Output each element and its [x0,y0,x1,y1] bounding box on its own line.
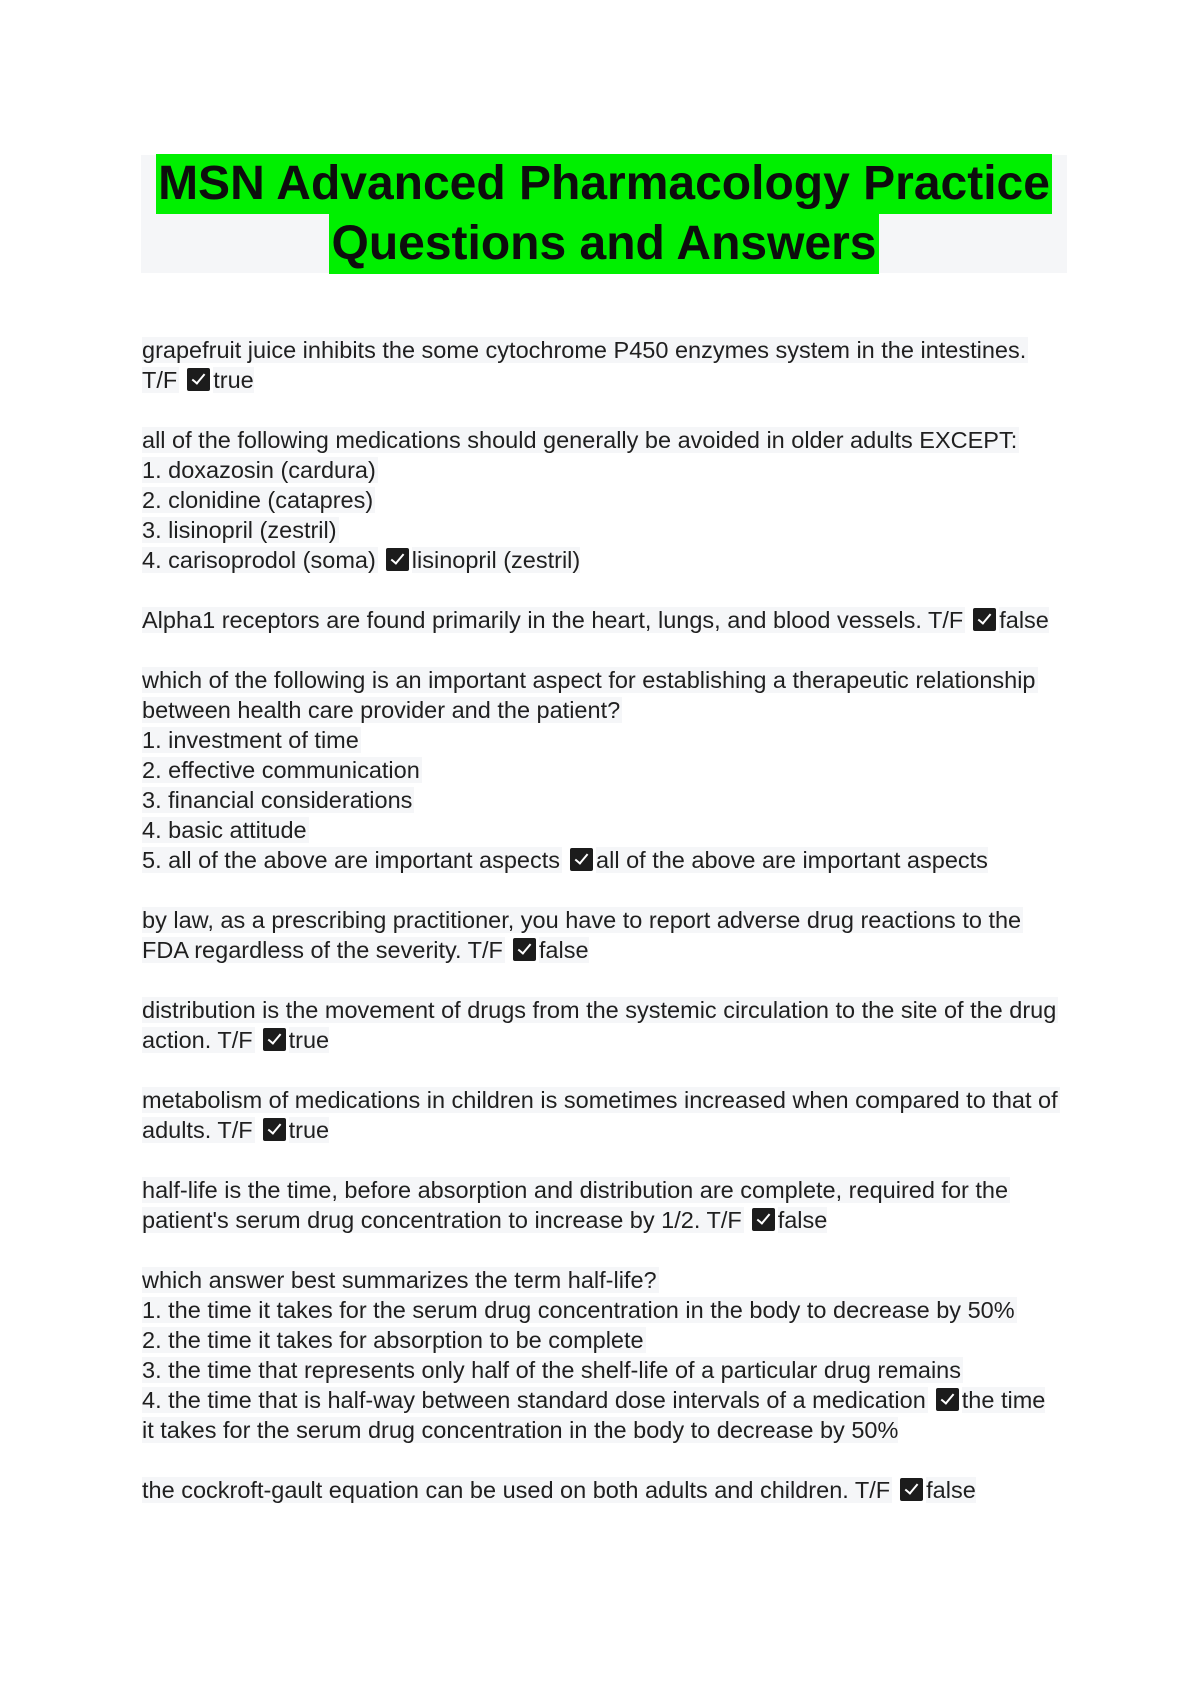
qa-item [142,1475,1070,1505]
question-line [142,1115,1070,1145]
check-box-icon [973,608,996,631]
question-text: which of the following is an important aspect for establishing a therapeutic relationship [142,667,1036,693]
check-box-icon [263,1118,286,1141]
question-text: which answer best summarizes the term half-life? [142,1267,657,1293]
question-line [142,785,1070,815]
question-text: 1. doxazosin (cardura) [142,457,376,483]
question-text: action. T/F [142,1027,253,1053]
question-text: 2. effective communication [142,757,420,783]
question-text: 3. the time that represents only half of the shelf-life of a particular drug remains [142,1357,962,1383]
question-text: distribution is the movement of drugs from the systemic circulation to the site of the drug [142,997,1057,1023]
title-line-2: Questions and Answers [329,214,878,274]
answer-text: false [777,1207,828,1233]
question-line [142,845,1070,875]
question-line [142,1355,1070,1385]
answer-text: false [999,607,1049,633]
document-title [141,155,1067,273]
question-text: 4. the time that is half-way between standard dose intervals of a medication [142,1387,926,1413]
question-text: 3. financial considerations [142,787,413,813]
question-text: 4. carisoprodol (soma) [142,547,376,573]
answer-text-continued: it takes for the serum drug concentration in the body to decrease by 50% [142,1417,899,1443]
question-text: the cockroft-gault equation can be used on both adults and children. T/F [142,1477,891,1503]
question-line [142,455,1070,485]
question-text: patient's serum drug concentration to increase by 1/2. T/F [142,1207,742,1233]
question-text: 3. lisinopril (zestril) [142,517,337,543]
question-text: grapefruit juice inhibits the some cytochrome P450 enzymes system in the intestines. [142,337,1027,363]
question-line [142,485,1070,515]
question-text: Alpha1 receptors are found primarily in the heart, lungs, and blood vessels. T/F [142,607,964,633]
qa-item [142,335,1070,395]
check-box-icon [752,1208,775,1231]
question-line [142,1025,1070,1055]
question-text: 2. the time it takes for absorption to be complete [142,1327,644,1353]
question-text: T/F [142,367,178,393]
question-list [142,335,1070,1535]
question-line [142,425,1070,455]
check-box-icon [513,938,536,961]
question-line [142,1085,1070,1115]
question-line [142,695,1070,725]
question-line [142,935,1070,965]
answer-text: false [926,1477,976,1503]
answer-line [142,1415,1070,1445]
answer-text: false [538,937,589,963]
title-line-1: MSN Advanced Pharmacology Practice [156,154,1052,214]
qa-item [142,905,1070,965]
question-text: by law, as a prescribing practitioner, you have to report adverse drug reactions to the [142,907,1022,933]
qa-item [142,425,1070,575]
question-line [142,1265,1070,1295]
question-line [142,1385,1070,1415]
question-text: between health care provider and the patient? [142,697,621,723]
question-text: 2. clonidine (catapres) [142,487,374,513]
question-line [142,1325,1070,1355]
question-text: metabolism of medications in children is sometimes increased when compared to that of [142,1087,1058,1113]
question-line [142,755,1070,785]
check-box-icon [263,1028,286,1051]
question-line [142,545,1070,575]
qa-item [142,605,1070,635]
question-text: 1. the time it takes for the serum drug concentration in the body to decrease by 50% [142,1297,1015,1323]
check-box-icon [936,1388,959,1411]
question-text: adults. T/F [142,1117,253,1143]
question-line [142,365,1070,395]
qa-item [142,1265,1070,1445]
question-text: FDA regardless of the severity. T/F [142,937,503,963]
qa-item [142,665,1070,875]
qa-item [142,1085,1070,1145]
check-box-icon [900,1478,923,1501]
question-text: 5. all of the above are important aspects [142,847,561,873]
answer-text: true [213,367,254,393]
question-text: 4. basic attitude [142,817,307,843]
question-line [142,515,1070,545]
question-line [142,605,1070,635]
question-line [142,995,1070,1025]
qa-item [142,995,1070,1055]
question-line [142,1205,1070,1235]
answer-text: all of the above are important aspects [596,847,988,873]
answer-text: lisinopril (zestril) [411,547,581,573]
answer-text: true [288,1027,330,1053]
check-box-icon [386,548,409,571]
question-line [142,1295,1070,1325]
question-line [142,815,1070,845]
question-line [142,1475,1070,1505]
question-line [142,665,1070,695]
answer-text: the time [961,1387,1046,1413]
question-text: all of the following medications should generally be avoided in older adults EXCEPT: [142,427,1018,453]
qa-item [142,1175,1070,1235]
question-line [142,1175,1070,1205]
check-box-icon [187,368,210,391]
question-line [142,725,1070,755]
answer-text: true [288,1117,330,1143]
check-box-icon [570,848,593,871]
question-line [142,335,1070,365]
question-text: half-life is the time, before absorption and distribution are complete, required for the [142,1177,1009,1203]
question-text: 1. investment of time [142,727,359,753]
question-line [142,905,1070,935]
